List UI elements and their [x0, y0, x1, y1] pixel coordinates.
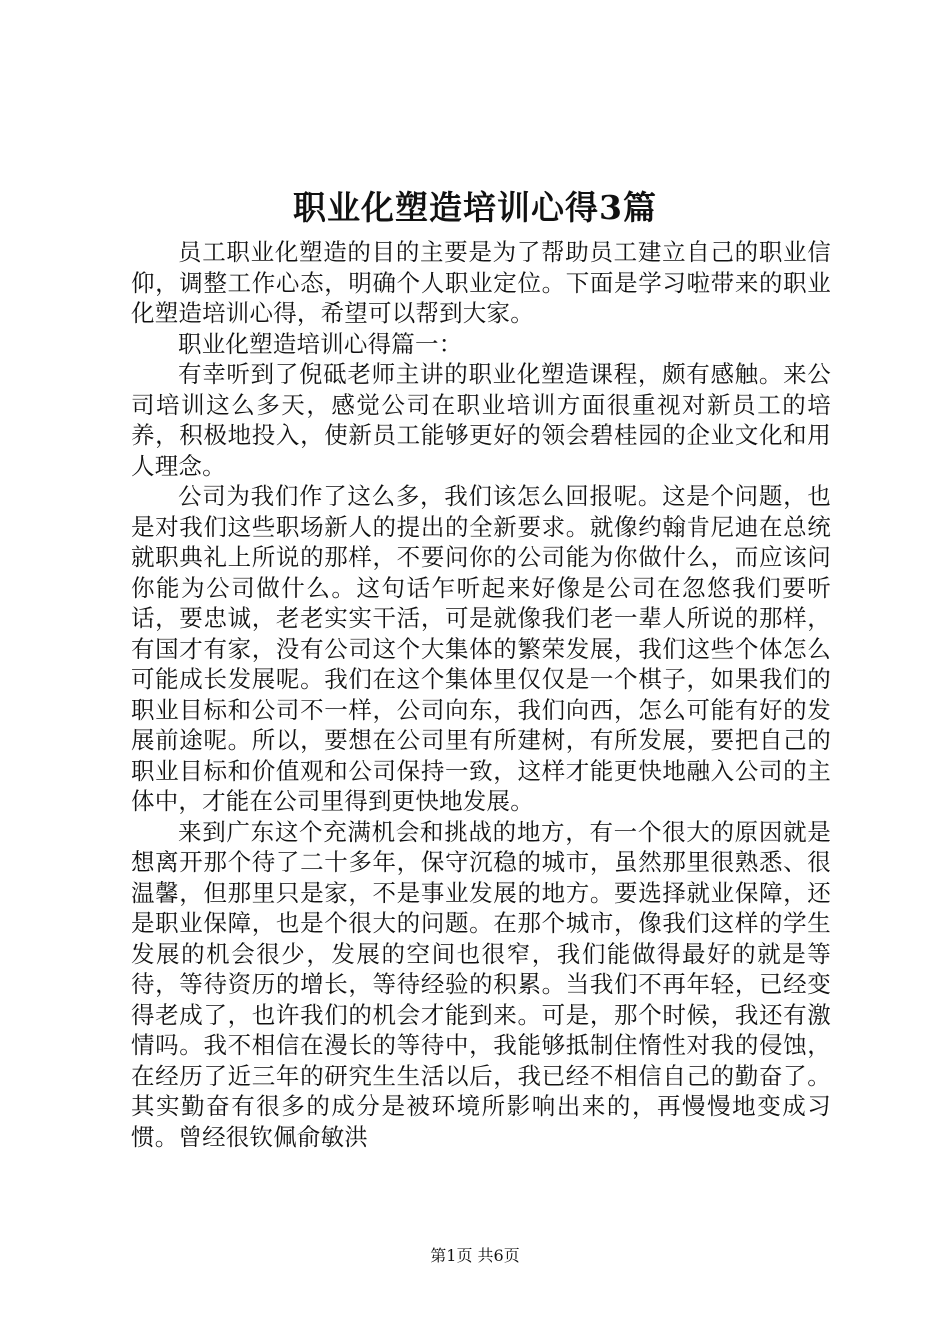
document-title: 职业化塑造培训心得3篇 — [293, 188, 657, 227]
page-number-footer: 第1页 共6页 — [430, 1246, 520, 1265]
body-paragraph: 有幸听到了倪砥老师主讲的职业化塑造课程，颇有感触。来公司培训这么多天，感觉公司在职业培训方面很重视对新员工的培养，积极地投入，使新员工能够更好的领会碧桂园的企业文化和用人理念。 — [131, 360, 831, 480]
section-heading: 职业化塑造培训心得篇一： — [178, 329, 463, 358]
body-paragraph: 公司为我们作了这么多，我们该怎么回报呢。这是个问题，也是对我们这些职场新人的提出的全新要求。就像约翰肯尼迪在总统就职典礼上所说的那样，不要问你的公司能为你做什么，而应该问你能为公司做什么。这句话乍听起来好像是公司在忽悠我们要听话，要忠诚，老老实实干活，可是就像我们老一辈人所说的那样，有国才有家，没有公司这个大集体的繁荣发展，我们这些个体怎么可能成长发展呢。我们在这个集体里仅仅是一个棋子，如果我们的职业目标和公司不一样，公司向东，我们向西，怎么可能有好的发展前途呢。所以，要想在公司里有所建树，有所发展，要把自己的职业目标和价值观和公司保持一致，这样才能更快地融入公司的主体中，才能在公司里得到更快地发展。 — [131, 482, 831, 815]
body-paragraph: 来到广东这个充满机会和挑战的地方，有一个很大的原因就是想离开那个待了二十多年，保守沉稳的城市，虽然那里很熟悉、很温馨，但那里只是家，不是事业发展的地方。要选择就业保障，还是职业保障，也是个很大的问题。在那个城市，像我们这样的学生发展的机会很少，发展的空间也很窄，我们能做得最好的就是等待，等待资历的增长，等待经验的积累。当我们不再年轻，已经变得老成了，也许我们的机会才能到来。可是，那个时候，我还有激情吗。我不相信在漫长的等待中，我能够抵制住惰性对我的侵蚀，在经历了近三年的研究生生活以后，我已经不相信自己的勤奋了。其实勤奋有很多的成分是被环境所影响出来的，再慢慢地变成习惯。曾经很钦佩俞敏洪 — [131, 817, 831, 1151]
document-body — [131, 237, 831, 1152]
intro-paragraph: 员工职业化塑造的目的主要是为了帮助员工建立自己的职业信仰，调整工作心态，明确个人职业定位。下面是学习啦带来的职业化塑造培训心得，希望可以帮到大家。 — [131, 238, 831, 327]
